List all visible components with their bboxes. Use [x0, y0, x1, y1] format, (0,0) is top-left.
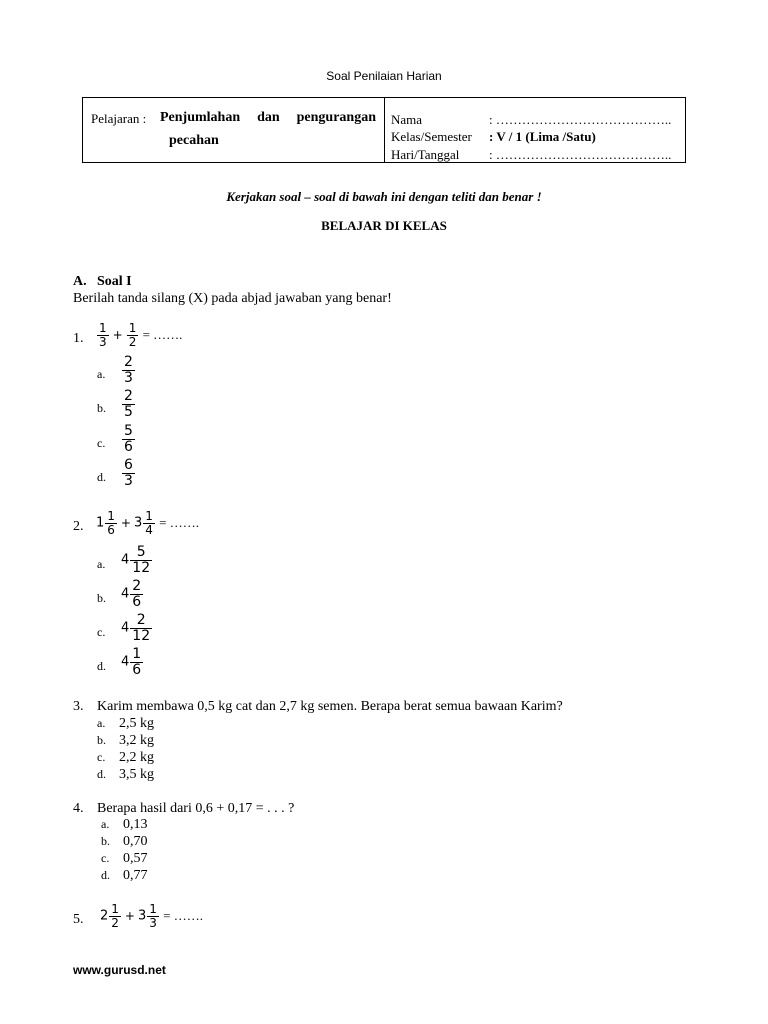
option-label: b. — [97, 591, 106, 605]
numerator: 1 — [99, 321, 107, 335]
section-heading — [73, 274, 132, 290]
option-text: 0,77 — [123, 868, 148, 883]
numerator: 1 — [128, 321, 137, 335]
page-title: Soal Penilaian Harian — [326, 69, 442, 83]
option-label: a. — [101, 817, 110, 831]
equals-dots: = ……. — [163, 908, 203, 924]
option-fraction — [130, 545, 152, 575]
option-label: a. — [97, 716, 106, 730]
question-3 — [73, 699, 563, 715]
option-label: b. — [101, 834, 110, 848]
option-label: a. — [97, 367, 106, 381]
whole-number: 2 — [100, 908, 109, 924]
question-expression — [96, 510, 199, 536]
whole-number: 4 — [121, 552, 130, 568]
question-number: 3. — [73, 699, 84, 714]
section-letter: A. — [73, 274, 87, 289]
question-expression — [100, 903, 203, 929]
whole-number: 4 — [121, 654, 130, 670]
option-text: 3,2 kg — [119, 733, 154, 748]
denominator: 6 — [107, 522, 115, 537]
option-label: b. — [97, 733, 106, 747]
option-mixed-number — [121, 647, 144, 677]
denominator: 6 — [132, 661, 142, 678]
denominator: 12 — [132, 627, 151, 644]
option-a[interactable] — [101, 817, 148, 833]
whole-number: 4 — [121, 586, 130, 602]
subtitle: BELAJAR DI KELAS — [321, 218, 447, 233]
option-fraction — [130, 613, 152, 643]
option-label: c. — [97, 750, 106, 764]
option-fraction — [130, 579, 143, 609]
option-text: 0,70 — [123, 834, 148, 849]
numerator: 1 — [132, 646, 142, 662]
denominator: 12 — [132, 559, 151, 576]
denominator: 2 — [111, 915, 119, 930]
denominator: 3 — [124, 369, 133, 386]
numerator: 5 — [124, 423, 133, 439]
hari-label: Hari/Tanggal — [391, 147, 460, 162]
option-label: c. — [97, 436, 106, 450]
option-b[interactable] — [101, 834, 148, 850]
option-mixed-number — [121, 613, 153, 643]
option-label: d. — [97, 470, 106, 484]
fraction — [109, 903, 121, 929]
option-fraction — [130, 647, 143, 677]
denominator: 5 — [124, 403, 133, 420]
question-number: 2. — [73, 519, 84, 534]
numerator: 1 — [107, 509, 115, 523]
denominator: 3 — [99, 334, 107, 349]
instruction: Kerjakan soal – soal di bawah ini dengan teliti dan benar ! — [226, 189, 542, 204]
whole-number: 1 — [96, 515, 105, 531]
option-b[interactable] — [97, 733, 154, 749]
option-c[interactable] — [97, 750, 154, 766]
option-fraction — [122, 458, 135, 488]
option-text: 0,13 — [123, 817, 148, 832]
option-fraction — [122, 424, 135, 454]
whole-number: 4 — [121, 620, 130, 636]
equals-dots: = ……. — [159, 515, 199, 531]
operator: + — [120, 516, 131, 531]
option-label: b. — [97, 401, 106, 415]
option-text: 0,57 — [123, 851, 148, 866]
subject-line-2: pecahan — [169, 133, 219, 148]
option-label: c. — [97, 625, 106, 639]
denominator: 6 — [124, 438, 133, 455]
denominator: 6 — [132, 593, 142, 610]
subject-line-1: Penjumlahan dan pengurangan — [160, 110, 376, 125]
whole-number: 3 — [137, 908, 147, 924]
option-label: d. — [97, 659, 106, 673]
kelas-value: : V / 1 (Lima /Satu) — [489, 129, 596, 144]
header-table — [82, 97, 686, 163]
numerator: 2 — [132, 578, 142, 594]
denominator: 3 — [149, 915, 157, 930]
numerator: 6 — [124, 457, 133, 473]
nama-value[interactable]: : ………………………………….. — [489, 112, 672, 127]
numerator: 1 — [149, 902, 157, 916]
denominator: 2 — [128, 334, 137, 349]
fraction — [105, 510, 117, 536]
header-divider — [384, 98, 385, 162]
option-label: c. — [101, 851, 110, 865]
whole-number: 3 — [133, 515, 143, 531]
operator: + — [124, 909, 135, 924]
option-d[interactable] — [101, 868, 148, 884]
option-fraction — [122, 389, 135, 419]
numerator: 5 — [136, 544, 146, 560]
question-text: Berapa hasil dari 0,6 + 0,17 = . . . ? — [97, 801, 295, 816]
question-4 — [73, 801, 294, 817]
question-number: 4. — [73, 801, 84, 816]
fraction — [147, 903, 159, 929]
option-a[interactable] — [97, 716, 154, 732]
section-instruction: Berilah tanda silang (X) pada abjad jawaban yang benar! — [73, 291, 392, 306]
question-text: Karim membawa 0,5 kg cat dan 2,7 kg semen. Berapa berat semua bawaan Karim? — [97, 699, 563, 714]
nama-label: Nama — [391, 112, 423, 127]
fraction — [143, 510, 155, 536]
operator: + — [112, 328, 123, 343]
numerator: 1 — [111, 902, 119, 916]
option-text: 2,2 kg — [119, 750, 154, 765]
option-label: a. — [97, 557, 106, 571]
option-text: 2,5 kg — [119, 716, 154, 731]
question-number: 1. — [73, 331, 84, 346]
option-label: d. — [97, 767, 106, 781]
numerator: 2 — [124, 388, 133, 404]
pelajaran-label: Pelajaran : — [91, 111, 147, 126]
option-d[interactable] — [97, 767, 154, 783]
numerator: 2 — [136, 612, 146, 628]
fraction — [127, 322, 139, 348]
question-expression — [96, 322, 182, 348]
option-label: d. — [101, 868, 110, 882]
kelas-label: Kelas/Semester — [391, 129, 472, 144]
hari-value[interactable]: : ………………………………….. — [489, 147, 672, 162]
section-title: Soal I — [97, 274, 132, 289]
equals-dots: = ……. — [142, 327, 183, 343]
fraction — [97, 322, 109, 348]
denominator: 3 — [124, 472, 133, 489]
option-fraction — [122, 355, 135, 385]
option-mixed-number — [121, 579, 144, 609]
denominator: 4 — [145, 522, 153, 537]
footer-link[interactable]: www.gurusd.net — [73, 963, 166, 977]
numerator: 2 — [124, 354, 133, 370]
option-mixed-number — [121, 545, 153, 575]
option-text: 3,5 kg — [119, 767, 154, 782]
numerator: 1 — [145, 509, 153, 523]
question-number: 5. — [73, 912, 84, 927]
option-c[interactable] — [101, 851, 148, 867]
